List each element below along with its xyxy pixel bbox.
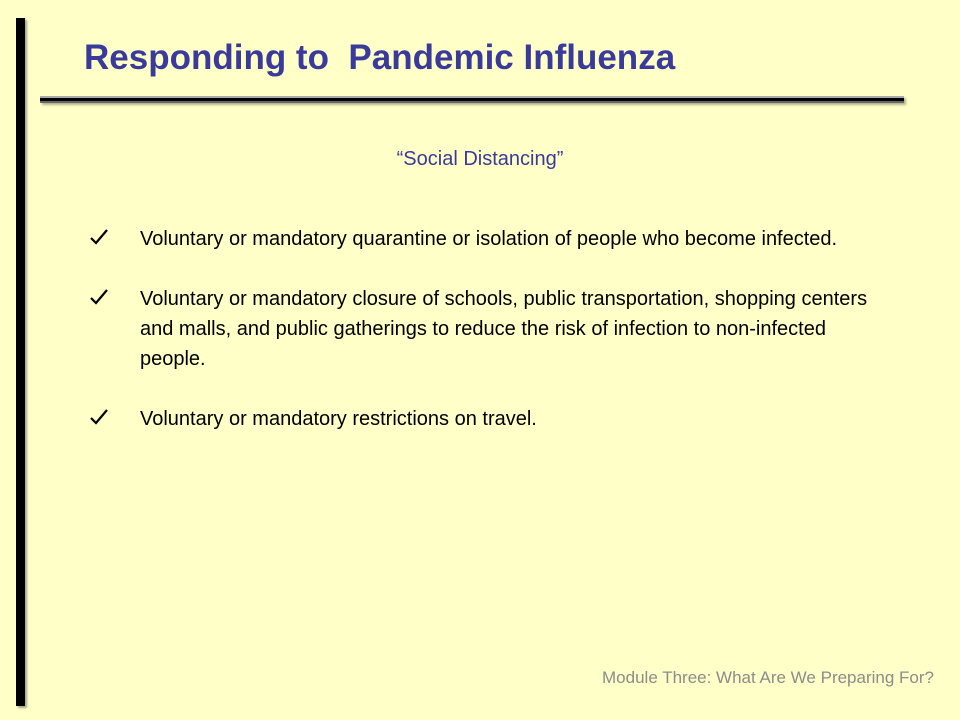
bullet-text: Voluntary or mandatory restrictions on travel. bbox=[140, 408, 537, 430]
bullet-item bbox=[88, 284, 888, 374]
slide-subtitle: “Social Distancing” bbox=[396, 148, 564, 170]
checkmark-icon bbox=[88, 286, 110, 308]
bullet-text: Voluntary or mandatory closure of schools, public transportation, shopping centers and malls, and public gatherings to reduce the risk of infection to non-infected people. bbox=[140, 288, 868, 370]
checkmark-icon bbox=[88, 406, 110, 428]
slide-title: Responding to Pandemic Influenza bbox=[84, 38, 676, 77]
bullet-list bbox=[88, 224, 888, 464]
title-underline-rule bbox=[40, 96, 904, 103]
bullet-item bbox=[88, 404, 888, 434]
bullet-text: Voluntary or mandatory quarantine or isolation of people who become infected. bbox=[140, 228, 838, 250]
slide-footer: Module Three: What Are We Preparing For? bbox=[602, 668, 934, 687]
checkmark-icon bbox=[88, 226, 110, 248]
left-vertical-rule bbox=[16, 18, 25, 706]
bullet-item bbox=[88, 224, 888, 254]
